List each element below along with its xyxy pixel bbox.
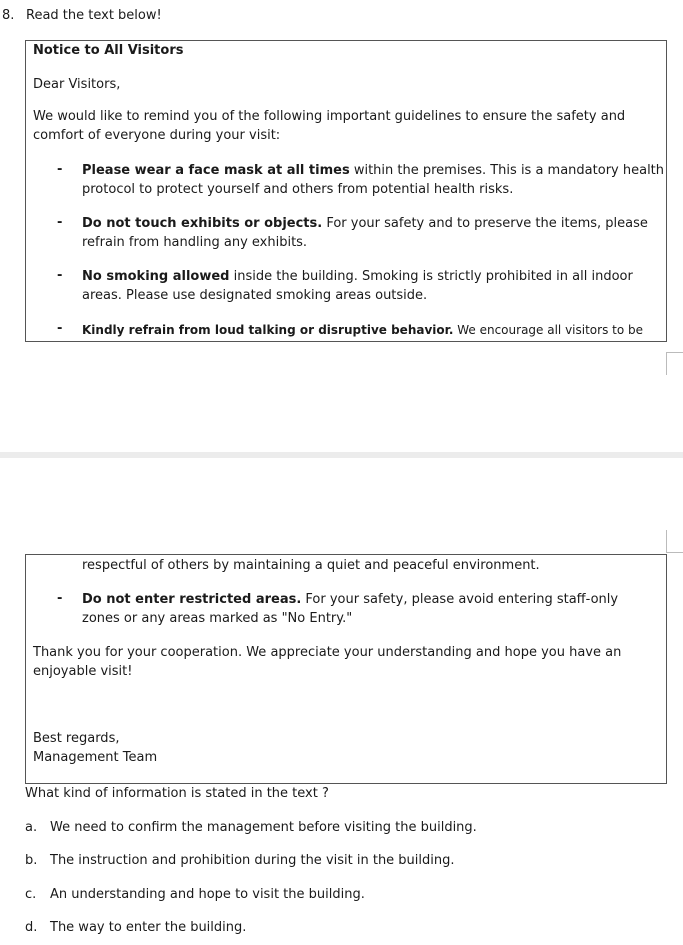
thanks-line-1: Thank you for your cooperation. We appreciate your understanding and hope you have an [33,645,622,660]
intro-line-1: We would like to remind you of the following important guidelines to ensure the safety and [33,109,626,124]
bullet-bold-text: Kindly refrain from loud talking or disruptive behavior. [82,323,454,337]
instruction: Read the text below! [26,8,162,23]
bullet-dash: - [57,215,63,230]
option-text: The instruction and prohibition during the visit in the building. [50,853,455,868]
option-letter: d. [25,920,38,935]
thanks-line-2: enjoyable visit! [33,664,133,679]
bullet-dash: - [57,591,63,606]
intro-line-2: comfort of everyone during your visit: [33,128,281,143]
bullet-bold-text: Do not enter restricted areas. [82,592,302,607]
bullet-line-2: zones or any areas marked as "No Entry." [82,611,353,626]
bullet-text: within the premises. This is a mandatory health [349,163,665,178]
bullet-line-1 [82,321,643,339]
closing: Best regards, [33,731,120,746]
bullet-line-2: areas. Please use designated smoking areas outside. [82,288,428,303]
bullet-line-1 [82,268,633,286]
bullet-line-1 [82,162,664,180]
option-letter: a. [25,820,38,835]
page-break [0,452,683,458]
bullet-dash: - [57,268,63,283]
bullet-text: For your safety and to preserve the items, please [322,216,648,231]
bullet-4-line-2: respectful of others by maintaining a quiet and peaceful environment. [82,558,540,573]
question-number: 8. [2,8,15,23]
option-letter: b. [25,853,38,868]
signature: Management Team [33,750,158,765]
bullet-dash: - [57,162,63,177]
bullet-line-2: protocol to protect yourself and others from potential health risks. [82,182,514,197]
question-text: What kind of information is stated in the text ? [25,786,329,801]
bullet-bold-text: No smoking allowed [82,269,230,284]
greeting: Dear Visitors, [33,77,121,92]
notice-box-page1 [25,40,667,342]
option-text: We need to confirm the management before visiting the building. [50,820,477,835]
bullet-text: We encourage all visitors to be [453,323,643,337]
option-text: An understanding and hope to visit the building. [50,887,365,902]
bullet-line-1 [82,215,648,233]
bullet-bold-text: Please wear a face mask at all times [82,163,350,178]
bullet-line-2: refrain from handling any exhibits. [82,235,308,250]
bullet-bold-text: Do not touch exhibits or objects. [82,216,323,231]
bullet-text: For your safety, please avoid entering staff-only [301,592,619,607]
bullet-dash: - [57,321,63,336]
option-text: The way to enter the building. [50,920,247,935]
notice-title: Notice to All Visitors [33,43,184,58]
page-corner-mark [666,530,683,553]
notice-box-page2 [25,554,667,784]
option-letter: c. [25,887,37,902]
bullet-text: inside the building. Smoking is strictly prohibited in all indoor [229,269,633,284]
bullet-line-1 [82,591,618,609]
page-corner-mark [666,352,683,375]
